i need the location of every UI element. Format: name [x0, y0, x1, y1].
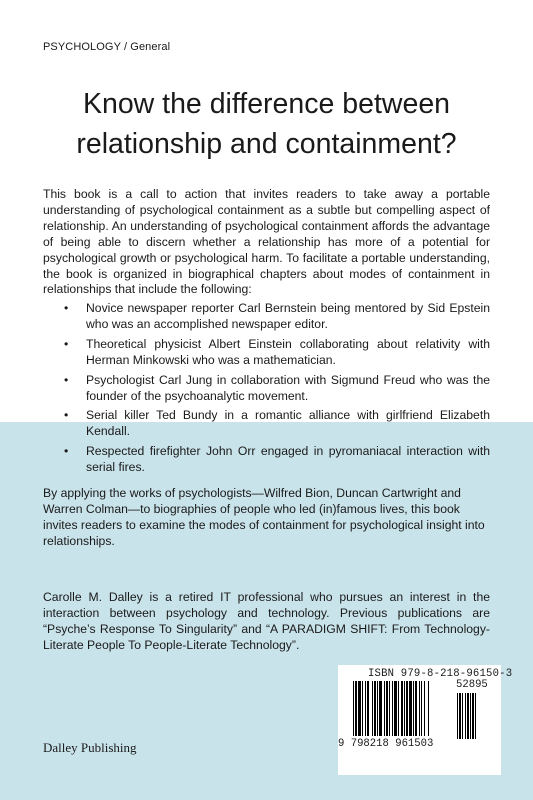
list-item-text: Psychologist Carl Jung in collaboration with Sigmund Freud who was the founder of the psychoanalytic movement. [86, 372, 490, 403]
publisher-name: Dalley Publishing [43, 740, 137, 755]
bullet-marker: • [64, 444, 69, 459]
bullet-marker: • [64, 372, 69, 387]
list-item-text: Serial killer Ted Bundy in a romantic alliance with girlfriend Elizabeth Kendall. [86, 408, 490, 439]
ean-digits: 9 798218 961503 [338, 738, 434, 750]
author-bio: Carolle M. Dalley is a retired IT professional who pursues an interest in the interaction between psychology and technology. Previous publications are “Psyche’s Response To Singularity” and “A PARADIGM SHIFT: From Technology-Literate People To People-Literate Technology”. [43, 590, 490, 652]
bullet-marker: • [64, 301, 69, 315]
list-item [43, 444, 490, 476]
application-paragraph: By applying the works of psychologists—Wilfred Bion, Duncan Cartwright and Warren Colman—to biographies of people who led (in)famous lives, this book invites readers to examine the modes of containment for psychological insight into relationships. [43, 486, 485, 548]
bullet-marker: • [64, 336, 69, 351]
list-item-text: Respected firefighter John Orr engaged in pyromaniacal interaction with serial fires. [86, 444, 490, 475]
headline: Know the difference between relationship and containment? [76, 88, 457, 160]
bullet-marker: • [64, 408, 69, 423]
category-label: PSYCHOLOGY / General [43, 41, 171, 53]
list-item [43, 408, 490, 440]
list-item-text: Novice newspaper reporter Carl Bernstein being mentored by Sid Epstein who was an accomplished newspaper editor. [86, 301, 490, 331]
list-item [43, 373, 490, 405]
isbn-label: ISBN 979-8-218-96150-3 [368, 668, 513, 680]
addon-digits: 52895 [456, 679, 488, 691]
list-item-text: Theoretical physicist Albert Einstein collaborating about relativity with Herman Minkowski who was a mathematician. [86, 336, 490, 367]
chapter-list [43, 301, 490, 480]
list-item [43, 301, 490, 333]
intro-paragraph: This book is a call to action that invites readers to take away a portable understanding of psychological containment as a subtle but compelling aspect of relationship. An understanding of psychological containment affords the advantage of being able to discern whether a relationship has more of a potential for psychological growth or psychological harm. To facilitate a portable understanding, the book is organized in biographical chapters about modes of containment in relationships that include the following: [43, 187, 490, 297]
list-item [43, 337, 490, 369]
